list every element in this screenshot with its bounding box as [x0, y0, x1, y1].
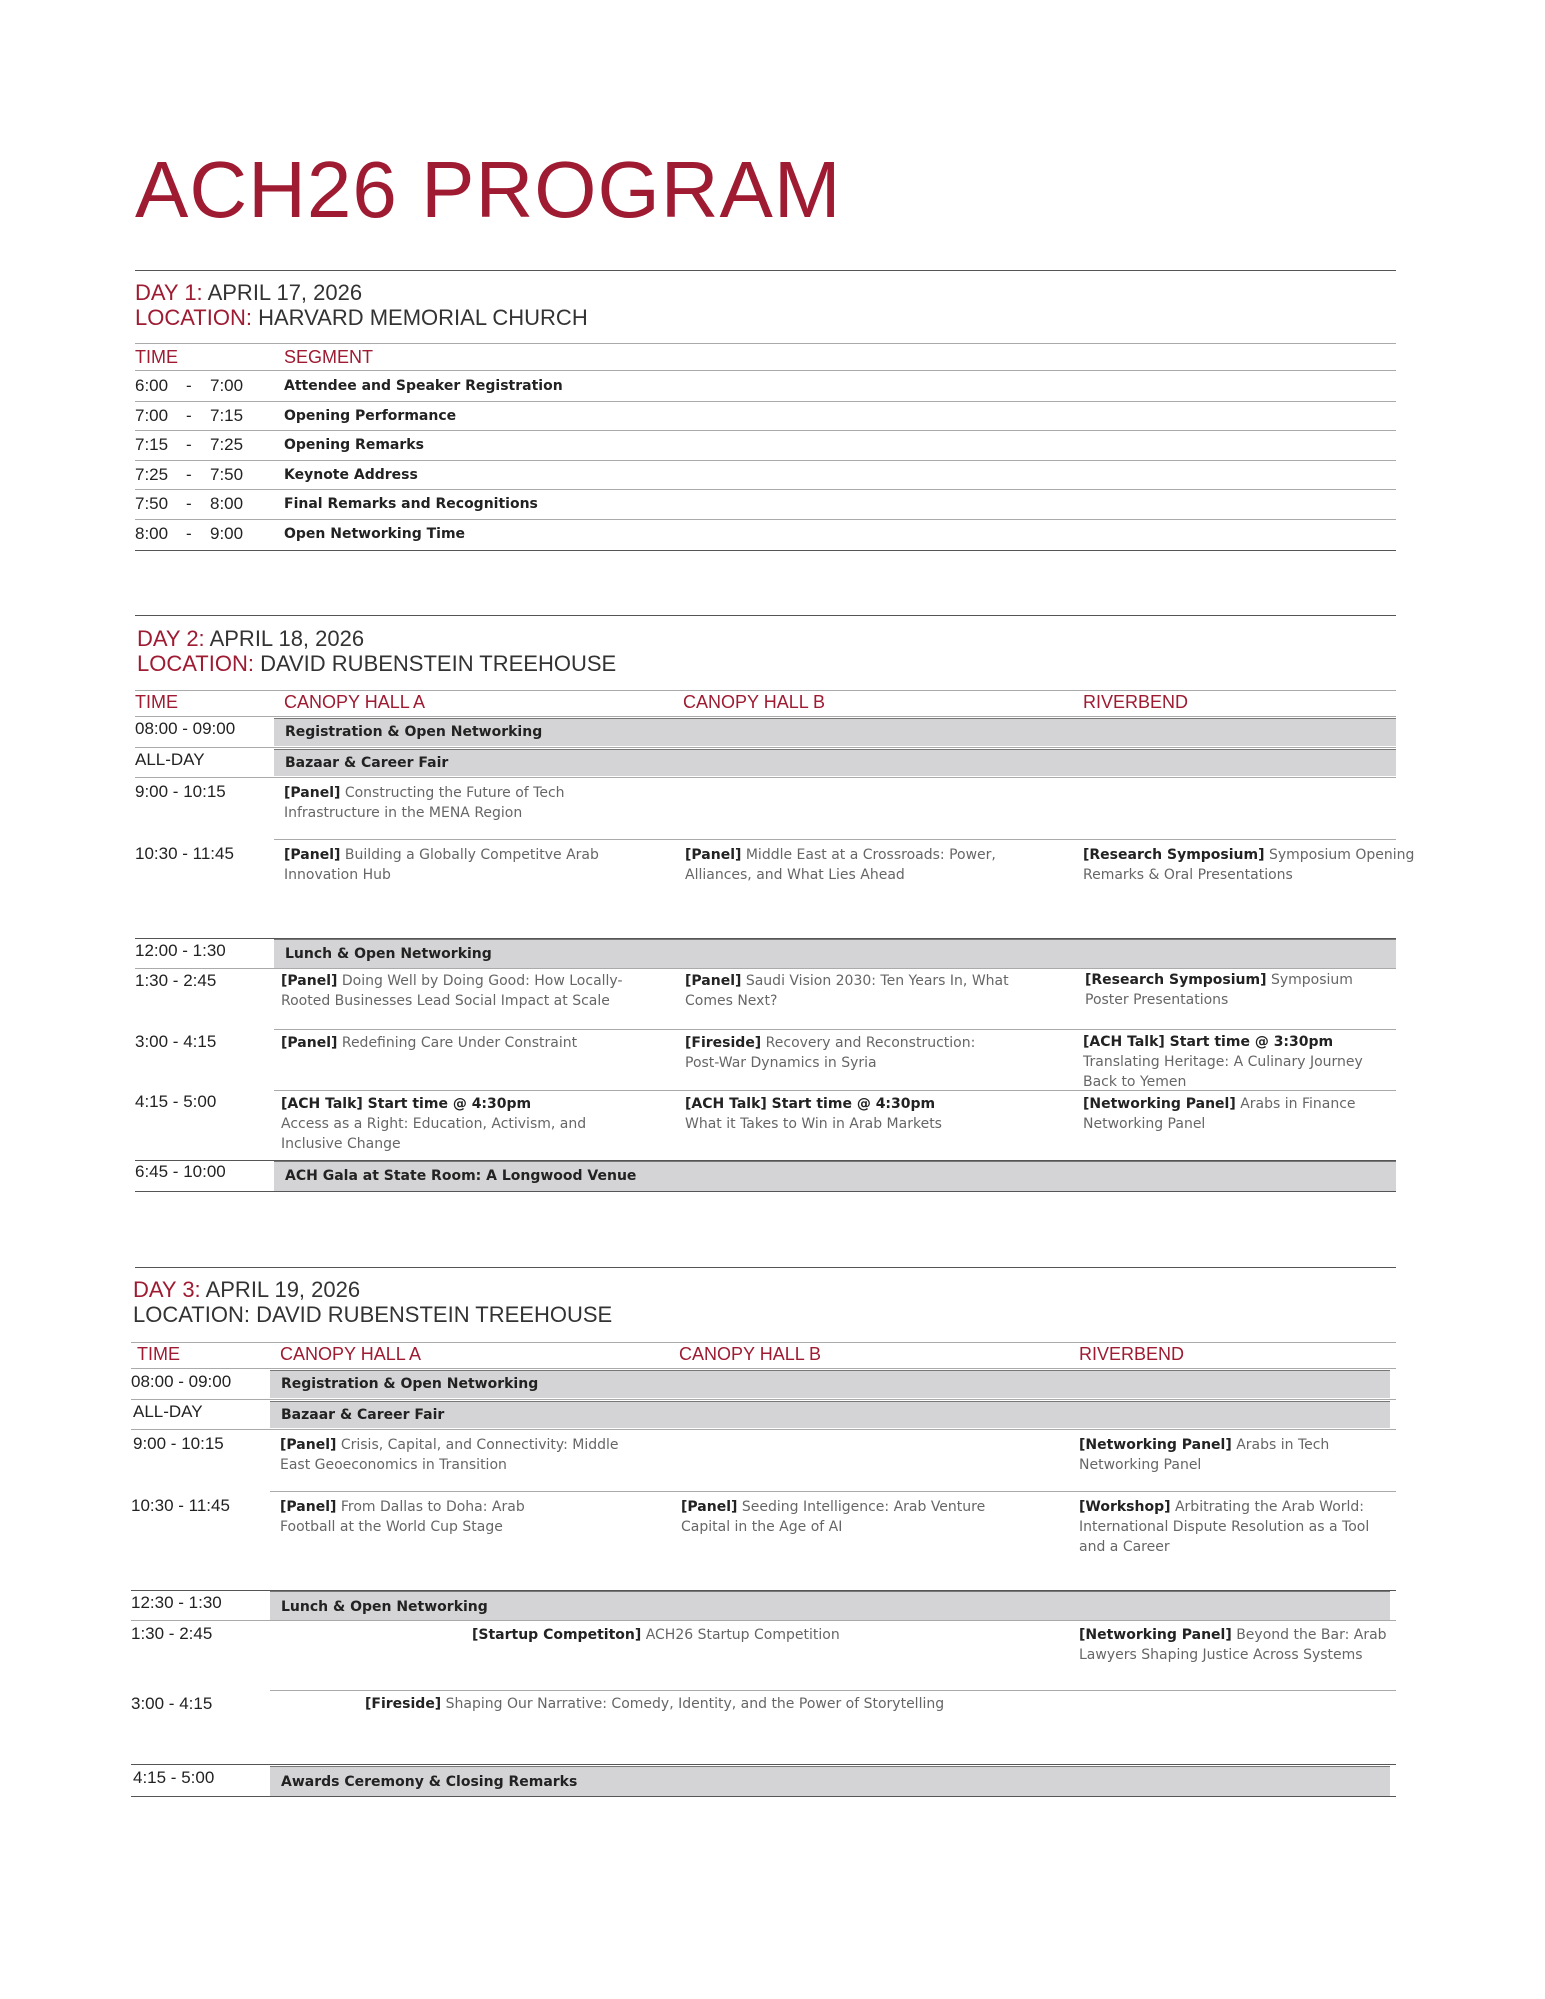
divider [135, 1191, 1396, 1192]
session-cell: [Panel] Seeding Intelligence: Arab Venture Capital in the Age of AI [681, 1499, 986, 1535]
divider [274, 1090, 1396, 1091]
session-cell: [Networking Panel] Arabs in Finance Networking Panel [1083, 1096, 1356, 1132]
time-slot: 1:30 - 2:45 [135, 971, 217, 990]
session-cell: [Panel] Doing Well by Doing Good: How Locally-Rooted Businesses Lead Social Impact at Scale [281, 973, 623, 1009]
column-header-riverbend: RIVERBEND [1079, 1344, 1185, 1364]
lunch-bar: Lunch & Open Networking [270, 1591, 1390, 1620]
divider [131, 1368, 1396, 1369]
column-header-time: TIME [137, 1344, 180, 1364]
divider [131, 1796, 1396, 1797]
session-cell: [ACH Talk] Start time @ 3:30pm Translating Heritage: A Culinary Journey Back to Yemen [1083, 1034, 1363, 1090]
day3-location: LOCATION: DAVID RUBENSTEIN TREEHOUSE [133, 1302, 613, 1327]
divider [131, 1399, 1396, 1400]
divider [135, 460, 1396, 461]
time-slot: 6:45 - 10:00 [135, 1162, 226, 1181]
registration-bar: Registration & Open Networking [274, 718, 1396, 746]
divider [270, 1491, 1396, 1492]
column-header-segment: SEGMENT [284, 347, 374, 367]
time-separator: - [186, 376, 192, 395]
time-slot: 3:00 - 4:15 [135, 1032, 217, 1051]
time-slot: 1:30 - 2:45 [131, 1624, 213, 1643]
divider [135, 519, 1396, 520]
column-header-time: TIME [135, 692, 178, 712]
session-cell: [ACH Talk] Start time @ 4:30pm Access as a Right: Education, Activism, and Inclusive Change [281, 1096, 587, 1152]
column-header-riverbend: RIVERBEND [1083, 692, 1189, 712]
time-slot: 10:30 - 11:45 [131, 1496, 230, 1515]
time-separator: - [186, 464, 192, 484]
time-slot: ALL-DAY [135, 750, 205, 769]
session-cell: [Panel] Saudi Vision 2030: Ten Years In, What Comes Next? [685, 973, 1009, 1009]
day2-location: LOCATION: DAVID RUBENSTEIN TREEHOUSE [137, 651, 617, 676]
divider [131, 1764, 1396, 1765]
time-start: 6:00 [135, 376, 169, 395]
divider [131, 1429, 1396, 1430]
time-separator: - [186, 405, 192, 425]
lunch-bar: Lunch & Open Networking [274, 939, 1396, 968]
session-cell: [Fireside] Shaping Our Narrative: Comedy, Identity, and the Power of Storytelling [365, 1696, 945, 1712]
segment-label: Keynote Address [284, 466, 418, 483]
session-cell: [Panel] Middle East at a Crossroads: Power, Alliances, and What Lies Ahead [685, 847, 996, 883]
time-separator: - [186, 435, 192, 454]
session-cell: [Networking Panel] Beyond the Bar: Arab Lawyers Shaping Justice Across Systems [1079, 1627, 1387, 1663]
bazaar-bar: Bazaar & Career Fair [274, 749, 1396, 776]
time-slot: 4:15 - 5:00 [133, 1768, 215, 1787]
segment-label: Opening Performance [284, 407, 457, 424]
column-header-canopy-hall-b: CANOPY HALL B [679, 1344, 822, 1364]
time-end: 7:00 [210, 376, 244, 395]
divider [135, 615, 1396, 616]
time-start: 7:50 [135, 494, 169, 513]
time-end: 7:25 [210, 435, 244, 454]
session-cell: [Panel] From Dallas to Doha: Arab Football at the World Cup Stage [280, 1499, 525, 1535]
session-cell: [Networking Panel] Arabs in Tech Networking Panel [1079, 1437, 1330, 1473]
time-start: 7:15 [135, 435, 169, 454]
divider [131, 1620, 1396, 1621]
divider [135, 777, 1396, 778]
session-cell: [Panel] Constructing the Future of Tech Infrastructure in the MENA Region [284, 785, 565, 821]
time-slot: 9:00 - 10:15 [133, 1434, 224, 1453]
gala-bar: ACH Gala at State Room: A Longwood Venue [274, 1161, 1396, 1191]
time-slot: 3:00 - 4:15 [131, 1694, 213, 1713]
time-slot: 12:30 - 1:30 [131, 1593, 222, 1612]
time-slot: 4:15 - 5:00 [135, 1092, 217, 1111]
day1-heading: DAY 1: APRIL 17, 2026 [135, 280, 363, 305]
day3-heading: DAY 3: APRIL 19, 2026 [133, 1277, 361, 1302]
registration-bar: Registration & Open Networking [270, 1370, 1390, 1398]
divider [135, 747, 1396, 748]
session-cell: [Workshop] Arbitrating the Arab World: International Dispute Resolution as a Tool and a Career [1079, 1499, 1370, 1555]
time-start: 8:00 [135, 523, 169, 543]
session-cell: [Research Symposium] Symposium Poster Presentations [1085, 972, 1353, 1008]
time-slot: ALL-DAY [133, 1402, 203, 1421]
time-end: 7:50 [210, 464, 244, 484]
time-separator: - [186, 523, 192, 543]
column-header-canopy-hall-a: CANOPY HALL A [284, 692, 426, 712]
session-cell: [Panel] Crisis, Capital, and Connectivity: Middle East Geoeconomics in Transition [280, 1437, 619, 1473]
segment-label: Open Networking Time [284, 525, 466, 542]
column-header-canopy-hall-a: CANOPY HALL A [280, 1344, 422, 1364]
time-slot: 10:30 - 11:45 [135, 844, 234, 863]
divider [274, 1029, 1396, 1030]
session-cell: [Panel] Redefining Care Under Constraint [281, 1035, 578, 1051]
divider [131, 1342, 1396, 1343]
divider [135, 401, 1396, 402]
time-slot: 08:00 - 09:00 [135, 719, 236, 738]
segment-label: Opening Remarks [284, 437, 424, 453]
time-start: 7:25 [135, 464, 169, 484]
session-cell: [Startup Competiton] ACH26 Startup Competition [472, 1627, 840, 1643]
segment-label: Attendee and Speaker Registration [284, 378, 563, 394]
divider [135, 968, 1396, 969]
session-cell: [ACH Talk] Start time @ 4:30pm What it Takes to Win in Arab Markets [685, 1096, 942, 1132]
day2-heading: DAY 2: APRIL 18, 2026 [137, 626, 365, 651]
session-cell: [Research Symposium] Symposium Opening Remarks & Oral Presentations [1083, 847, 1415, 883]
column-header-time: TIME [135, 347, 178, 367]
divider [135, 690, 1396, 691]
session-cell: [Fireside] Recovery and Reconstruction: Post-War Dynamics in Syria [685, 1035, 976, 1071]
divider [135, 430, 1396, 431]
segment-label: Final Remarks and Recognitions [284, 496, 538, 512]
time-end: 9:00 [210, 523, 244, 543]
divider [135, 270, 1396, 271]
divider [135, 343, 1396, 344]
divider [274, 839, 1396, 840]
time-end: 8:00 [210, 494, 244, 513]
time-slot: 9:00 - 10:15 [135, 782, 226, 801]
divider [135, 489, 1396, 490]
divider [135, 550, 1396, 551]
time-start: 7:00 [135, 405, 169, 425]
divider [135, 716, 1396, 717]
divider [135, 370, 1396, 371]
awards-bar: Awards Ceremony & Closing Remarks [270, 1766, 1390, 1796]
day1-location: LOCATION: HARVARD MEMORIAL CHURCH [135, 305, 588, 330]
time-separator: - [186, 494, 192, 513]
divider [135, 1267, 1396, 1268]
time-slot: 12:00 - 1:30 [135, 941, 226, 960]
time-slot: 08:00 - 09:00 [131, 1372, 232, 1391]
time-end: 7:15 [210, 405, 244, 425]
column-header-canopy-hall-b: CANOPY HALL B [683, 692, 826, 712]
divider [270, 1690, 1396, 1691]
bazaar-bar: Bazaar & Career Fair [270, 1401, 1390, 1428]
session-cell: [Panel] Building a Globally Competitve Arab Innovation Hub [284, 847, 599, 883]
page-title: ACH26 PROGRAM [135, 145, 842, 234]
